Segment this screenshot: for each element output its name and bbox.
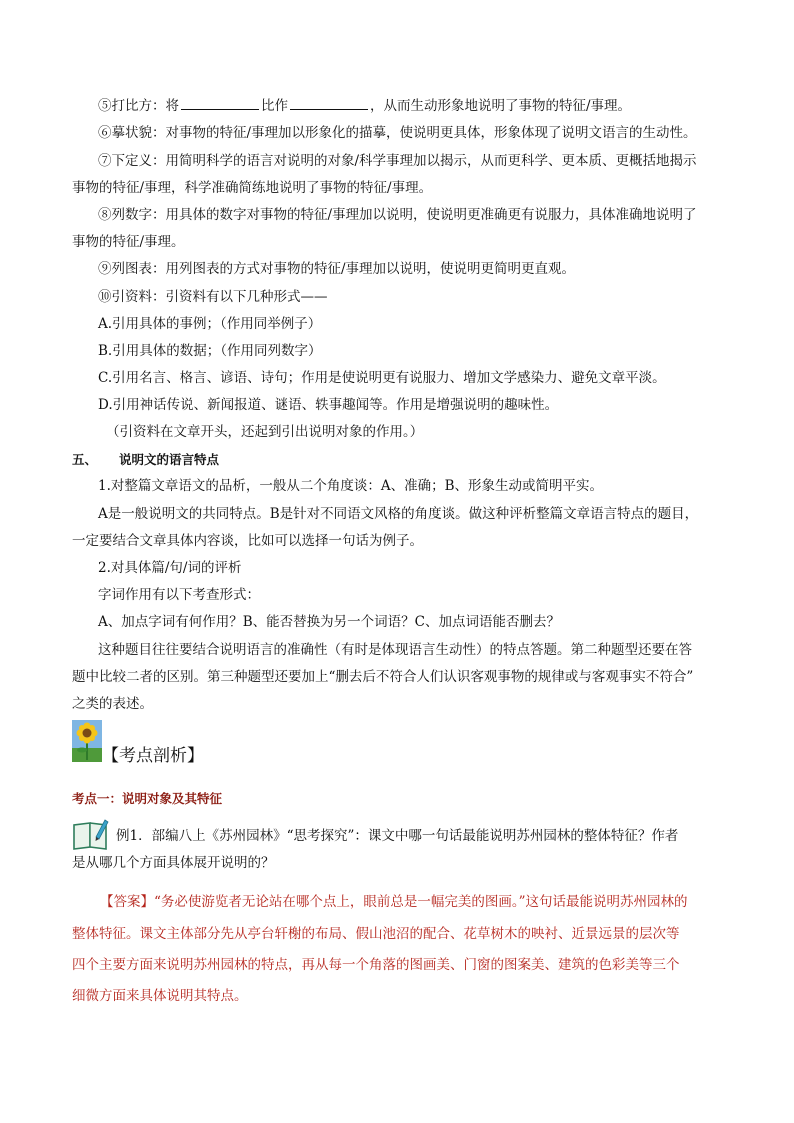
section-heading bbox=[72, 450, 219, 470]
text-span: ⑤打比方：将 bbox=[98, 98, 179, 114]
text-line: ⑥摹状貌：对事物的特征/事理加以形象化的描摹，使说明更具体，形象体现了说明文语言的生动性。 bbox=[98, 125, 697, 141]
section-title: 【考点剖析】 bbox=[102, 746, 204, 766]
answer-label: 【答案】 bbox=[100, 894, 154, 910]
fill-blank bbox=[290, 95, 368, 110]
text-line: A.引用具体的事例；（作用同举例子） bbox=[98, 316, 322, 332]
text-span: 比作 bbox=[261, 98, 288, 114]
answer-line: 四个主要方面来说明苏州园林的特点，再从每一个角落的图画美、门窗的图案美、建筑的色彩美等三个 bbox=[72, 957, 680, 973]
answer-line bbox=[100, 892, 688, 912]
text-line: D.引用神话传说、新闻报道、谜语、轶事趣闻等。作用是增强说明的趣味性。 bbox=[98, 397, 559, 413]
text-line: 2.对具体篇/句/词的评析 bbox=[98, 560, 242, 576]
text-line: 题中比较二者的区别。第三种题型还要加上“删去后不符合人们认识客观事物的规律或与客观事实不符合” bbox=[72, 669, 694, 685]
text-line: 事物的特征/事理，科学准确简练地说明了事物的特征/事理。 bbox=[72, 180, 433, 196]
text-line: ⑨列图表：用列图表的方式对事物的特征/事理加以说明，使说明更简明更直观。 bbox=[98, 261, 576, 277]
text-line: 之类的表述。 bbox=[72, 696, 153, 712]
text-line: 这种题目往往要结合说明语言的准确性（有时是体现语言生动性）的特点答题。第二种题型还要在答 bbox=[98, 642, 692, 658]
text-line: ⑧列数字：用具体的数字对事物的特征/事理加以说明，使说明更准确更有说服力，具体准确地说明了 bbox=[98, 207, 697, 223]
heading-number: 五、 bbox=[72, 452, 98, 467]
answer-line: 整体特征。课文主体部分先从亭台轩榭的布局、假山池沼的配合、花草树木的映衬、近景远景的层次等 bbox=[72, 926, 680, 942]
text-line: （引资料在文章开头，还起到引出说明对象的作用。） bbox=[106, 424, 424, 440]
answer-line: 细微方面来具体说明其特点。 bbox=[72, 988, 248, 1004]
text-line: ⑩引资料：引资料有以下几种形式—— bbox=[98, 289, 328, 305]
text-line: ⑦下定义：用简明科学的语言对说明的对象/科学事理加以揭示，从而更科学、更本质、更概括地揭示 bbox=[98, 153, 697, 169]
book-pencil-icon bbox=[72, 817, 110, 851]
kaodian-heading: 考点一：说明对象及其特征 bbox=[72, 791, 223, 806]
text-line: 事物的特征/事理。 bbox=[72, 234, 185, 250]
text-line: C.引用名言、格言、谚语、诗句；作用是使说明更有说服力、增加文学感染力、避免文章平淡。 bbox=[98, 370, 666, 386]
text-line: 字词作用有以下考查形式： bbox=[98, 587, 260, 603]
text-line: 一定要结合文章具体内容谈，比如可以选择一句话为例子。 bbox=[72, 533, 423, 549]
example-question-cont: 是从哪几个方面具体展开说明的？ bbox=[72, 855, 275, 871]
text-line bbox=[98, 95, 631, 116]
example-question: 例1．部编八上《苏州园林》“思考探究”：课文中哪一句话最能说明苏州园林的整体特征？作者 bbox=[116, 828, 679, 844]
fill-blank bbox=[181, 95, 259, 110]
sunflower-icon bbox=[72, 720, 102, 762]
text-line: B.引用具体的数据；（作用同列数字） bbox=[98, 343, 322, 359]
text-line: 1.对整篇文章语文的品析，一般从二个角度谈：A、准确；B、形象生动或简明平实。 bbox=[98, 478, 604, 494]
answer-text: “务必使游览者无论站在哪个点上，眼前总是一幅完美的图画。”这句话最能说明苏州园林的 bbox=[154, 894, 688, 910]
text-line: A是一般说明文的共同特点。B是针对不同语文风格的角度谈。做这种评析整篇文章语言特点的题目， bbox=[98, 506, 699, 522]
text-line: A、加点字词有何作用？B、能否替换为另一个词语？C、加点词语能否删去？ bbox=[98, 614, 560, 630]
heading-title: 说明文的语言特点 bbox=[119, 452, 220, 467]
text-span: ，从而生动形象地说明了事物的特征/事理。 bbox=[370, 98, 632, 114]
